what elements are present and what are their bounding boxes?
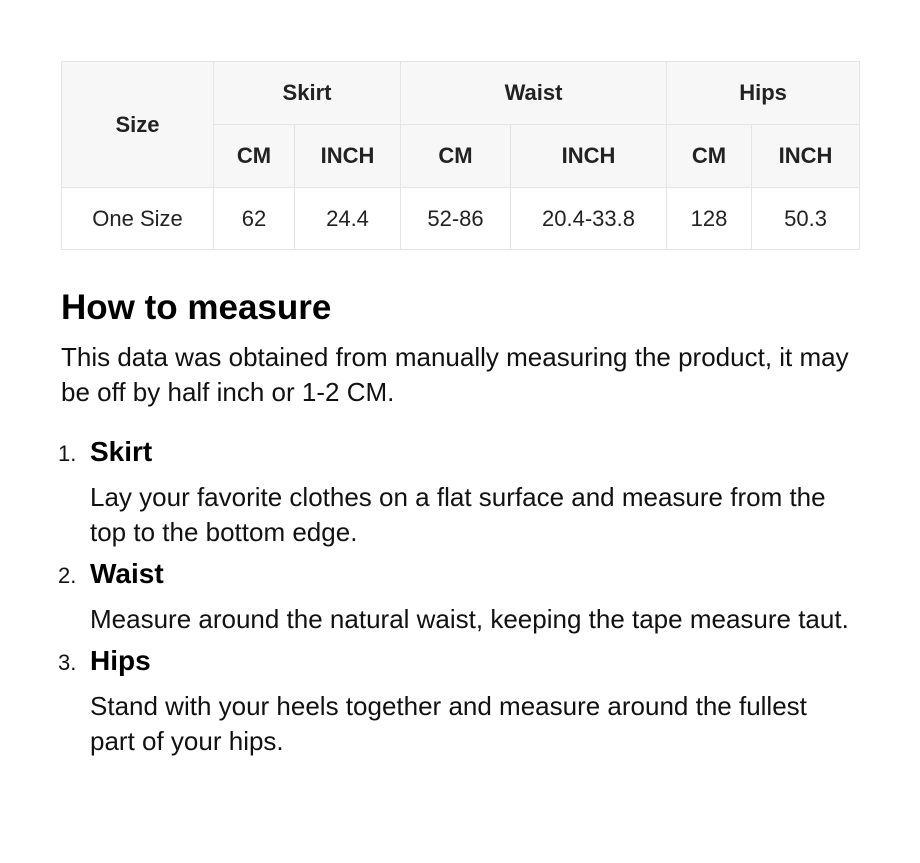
skirt-cm-header: CM — [214, 125, 295, 188]
skirt-cm-cell: 62 — [214, 188, 295, 250]
table-header-row — [62, 62, 860, 125]
hips-group-header: Hips — [667, 62, 860, 125]
step-description-waist: Measure around the natural waist, keeping the tape measure taut. — [90, 604, 849, 634]
step-description-hips: Stand with your heels together and measure around the fullest part of your hips. — [90, 691, 807, 756]
step-title-hips: Hips — [90, 645, 151, 676]
skirt-group-header: Skirt — [214, 62, 401, 125]
table-row — [62, 188, 860, 250]
size-cell: One Size — [62, 188, 214, 250]
step-number: 3. — [58, 650, 77, 675]
hips-inch-header: INCH — [752, 125, 860, 188]
skirt-inch-cell: 24.4 — [295, 188, 401, 250]
waist-inch-header: INCH — [511, 125, 667, 188]
waist-cm-header: CM — [401, 125, 511, 188]
hips-cm-cell: 128 — [667, 188, 752, 250]
intro-text: This data was obtained from manually measuring the product, it may be off by half inch or 1-2 CM. — [61, 342, 849, 407]
list-item — [0, 432, 860, 550]
hips-cm-header: CM — [667, 125, 752, 188]
step-number: 1. — [58, 441, 77, 466]
waist-cm-cell: 52-86 — [401, 188, 511, 250]
waist-inch-cell: 20.4-33.8 — [511, 188, 667, 250]
hips-inch-cell: 50.3 — [752, 188, 860, 250]
list-item — [0, 641, 860, 759]
skirt-inch-header: INCH — [295, 125, 401, 188]
size-chart-table — [61, 61, 860, 250]
step-title-waist: Waist — [90, 558, 164, 589]
measure-steps-list — [0, 432, 860, 763]
step-number: 2. — [58, 563, 77, 588]
list-item — [0, 554, 860, 637]
step-description-skirt: Lay your favorite clothes on a flat surface and measure from the top to the bottom edge. — [90, 482, 826, 547]
size-column-header: Size — [62, 62, 214, 188]
waist-group-header: Waist — [401, 62, 667, 125]
section-title: How to measure — [61, 288, 332, 327]
step-title-skirt: Skirt — [90, 436, 153, 467]
